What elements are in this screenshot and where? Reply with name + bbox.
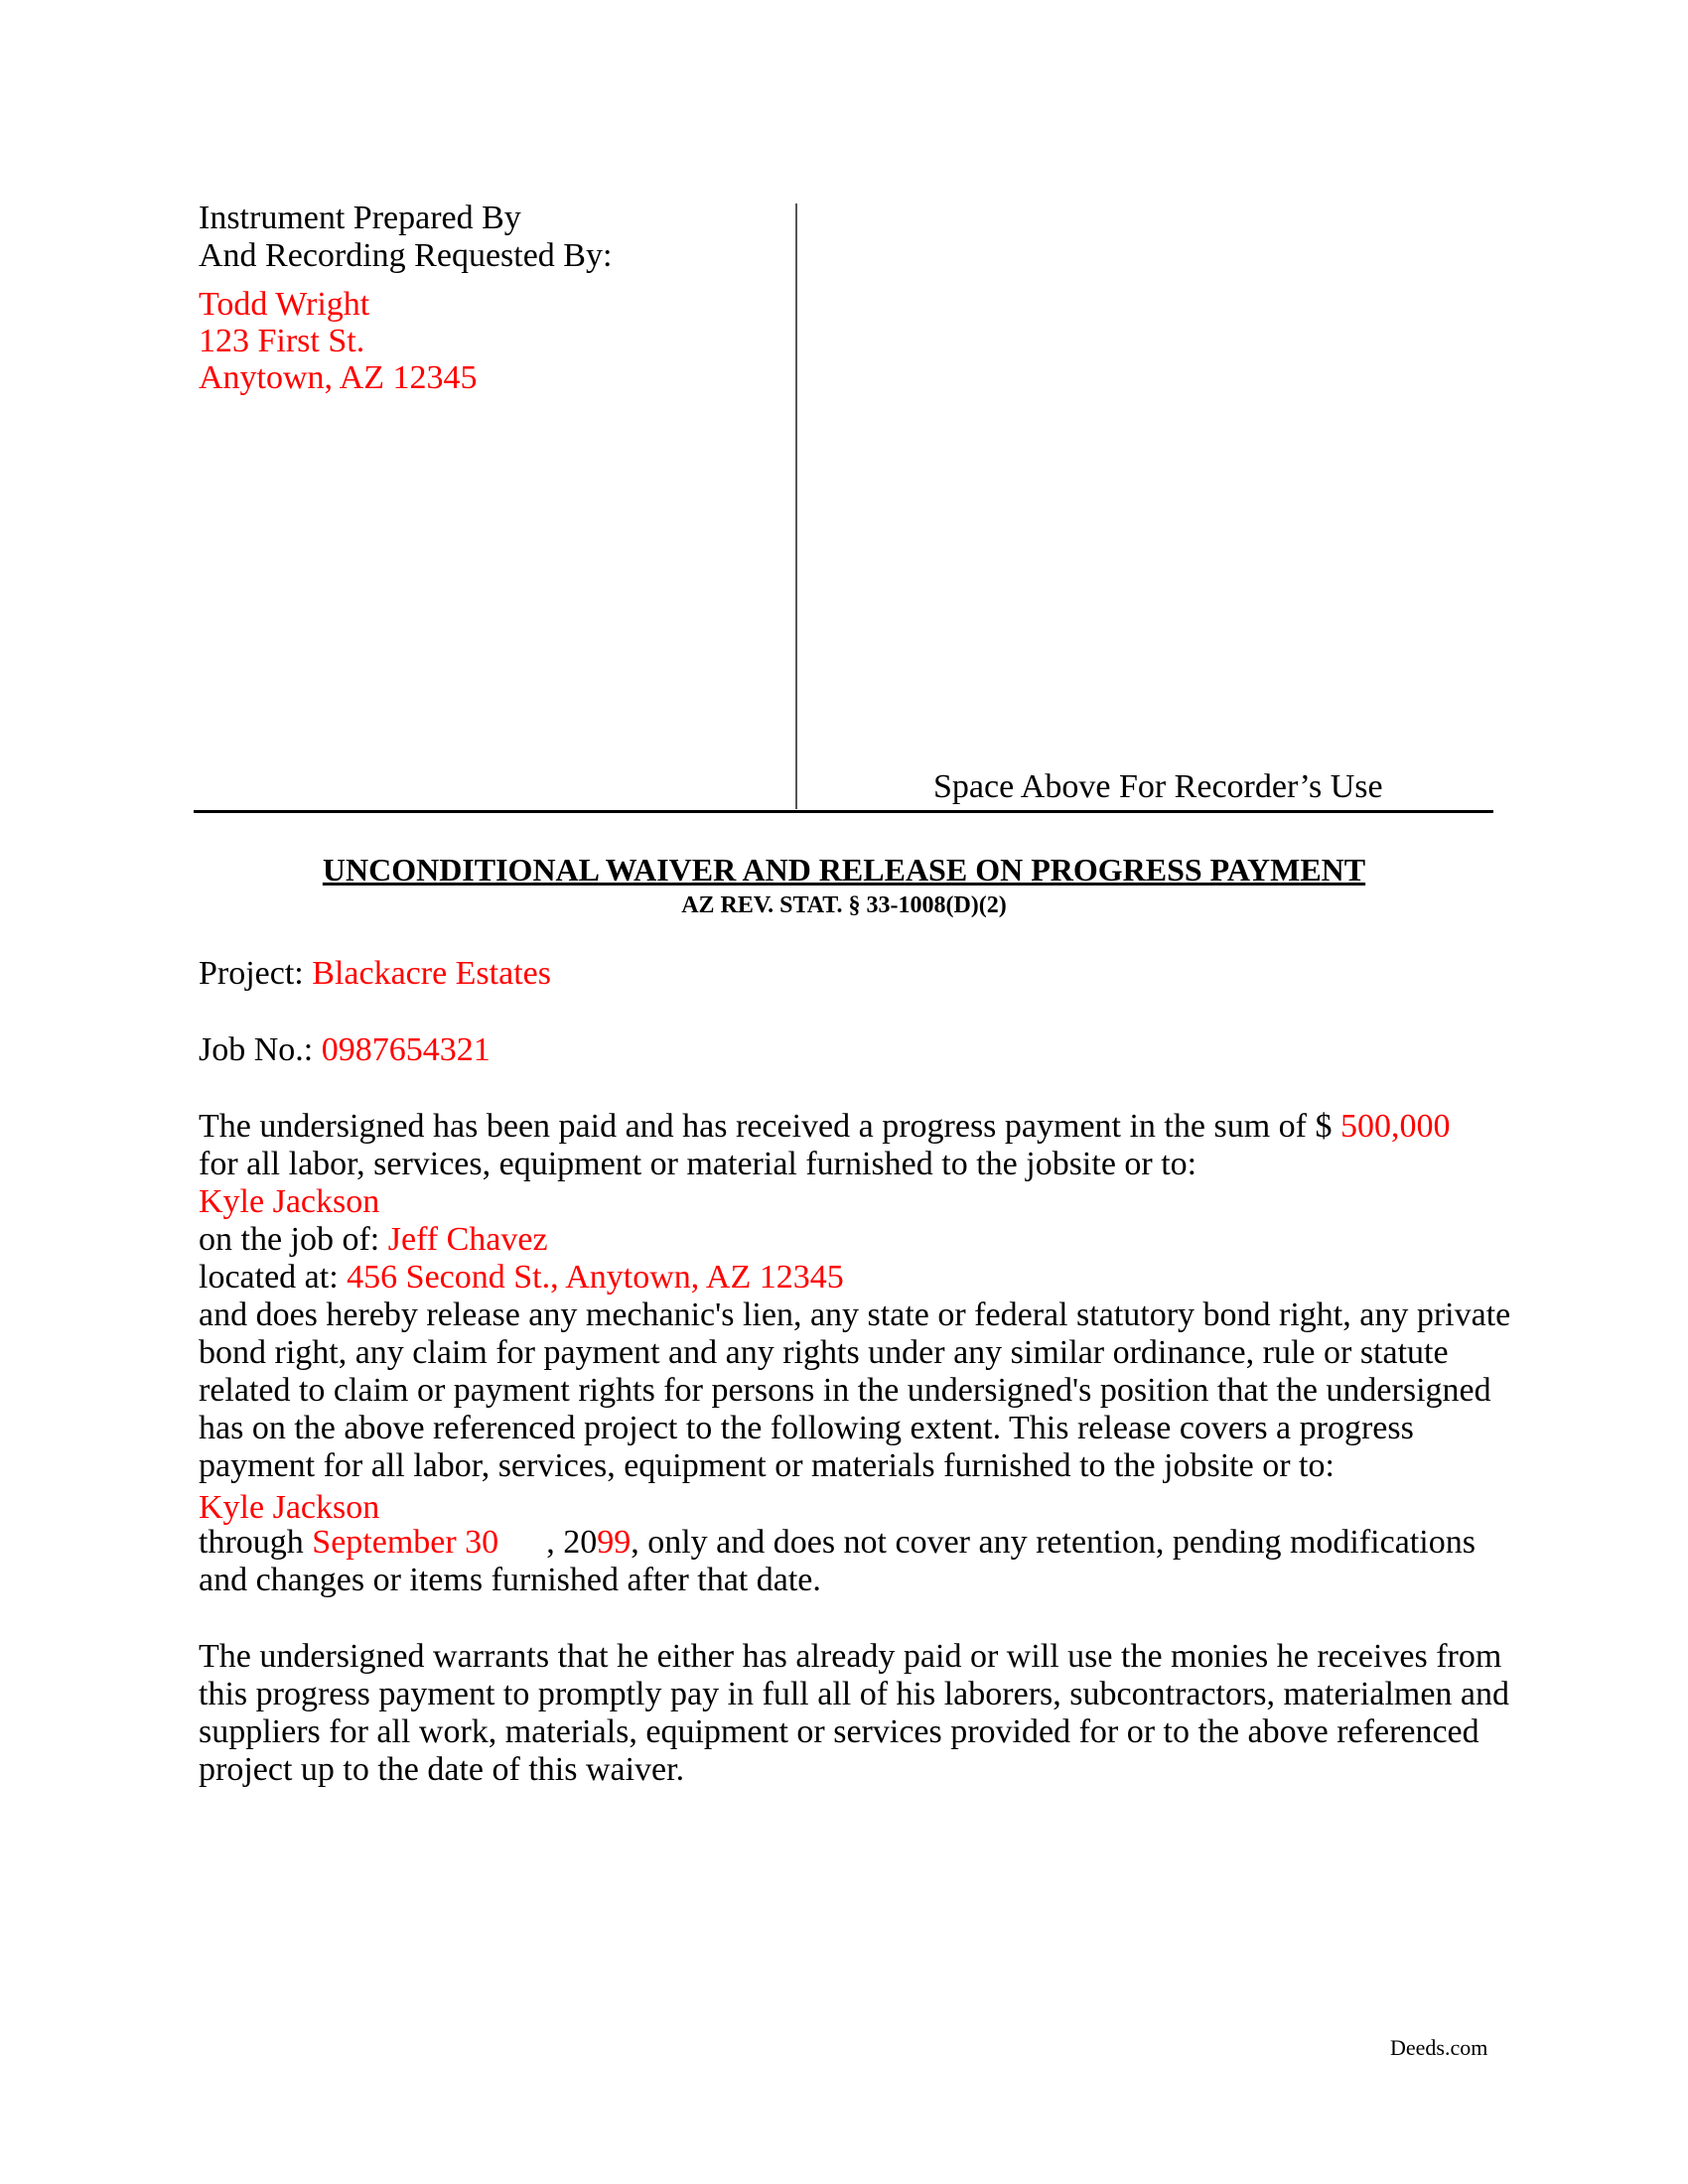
warranty-line: suppliers for all work, materials, equipment or services provided for or to the above referenced (199, 1713, 1479, 1750)
recorder-space-rule (194, 810, 1493, 813)
footer-brand: Deeds.com (1390, 2035, 1488, 2060)
payment-amount: 500,000 (1339, 1108, 1451, 1145)
preparer-name: Todd Wright (199, 286, 370, 323)
statute-reference: AZ REV. STAT. § 33-1008(D)(2) (681, 892, 1007, 918)
release-line: bond right, any claim for payment and any rights under any similar ordinance, rule or statute (199, 1334, 1449, 1371)
release-line: has on the above referenced project to the following extent. This release covers a progress (199, 1410, 1414, 1446)
job-of-label: on the job of: (199, 1221, 380, 1258)
job-address: 456 Second St., Anytown, AZ 12345 (347, 1259, 844, 1296)
located-at-line (199, 1259, 844, 1297)
customer-name-2: Kyle Jackson (199, 1489, 380, 1526)
recorder-space-divider (795, 204, 797, 809)
preparer-city: Anytown, AZ 12345 (199, 359, 478, 396)
project-label: Project: (199, 955, 304, 992)
payment-line (199, 1108, 1450, 1146)
warranty-line: project up to the date of this waiver. (199, 1751, 685, 1788)
preparer-street: 123 First St. (199, 323, 365, 359)
job-number-line (199, 1031, 491, 1069)
recorder-space-label: Space Above For Recorder’s Use (933, 768, 1383, 805)
project-value: Blackacre Estates (312, 955, 551, 992)
through-line-2: and changes or items furnished after that date. (199, 1562, 821, 1598)
job-number-label: Job No.: (199, 1031, 314, 1068)
through-rest: , only and does not cover any retention, pending modifications (631, 1524, 1476, 1561)
job-of-line (199, 1221, 548, 1259)
through-line (199, 1524, 1476, 1562)
release-line: related to claim or payment rights for persons in the undersigned's position that the undersigned (199, 1372, 1491, 1409)
furnished-line: for all labor, services, equipment or material furnished to the jobsite or to: (199, 1146, 1197, 1182)
release-line: and does hereby release any mechanic's lien, any state or federal statutory bond right, any private (199, 1297, 1511, 1333)
release-line: payment for all labor, services, equipment or materials furnished to the jobsite or to: (199, 1447, 1335, 1484)
owner-name: Jeff Chavez (387, 1221, 548, 1258)
located-at-label: located at: (199, 1259, 339, 1296)
job-number-value: 0987654321 (321, 1031, 491, 1068)
warranty-line: The undersigned warrants that he either has already paid or will use the monies he receives from (199, 1638, 1502, 1675)
document-title: UNCONDITIONAL WAIVER AND RELEASE ON PROGRESS PAYMENT (322, 852, 1366, 887)
through-date: September 30 (312, 1524, 499, 1561)
prepared-by-line-1: Instrument Prepared By (199, 200, 521, 236)
prepared-by-line-2: And Recording Requested By: (199, 237, 613, 274)
warranty-line: this progress payment to promptly pay in full all of his laborers, subcontractors, materialmen and (199, 1676, 1510, 1712)
year-suffix: 99 (597, 1524, 632, 1561)
project-line (199, 955, 551, 993)
payment-text: The undersigned has been paid and has received a progress payment in the sum of $ (199, 1108, 1333, 1145)
through-label: through (199, 1524, 304, 1561)
customer-name: Kyle Jackson (199, 1183, 380, 1220)
year-prefix: , 20 (546, 1524, 598, 1561)
